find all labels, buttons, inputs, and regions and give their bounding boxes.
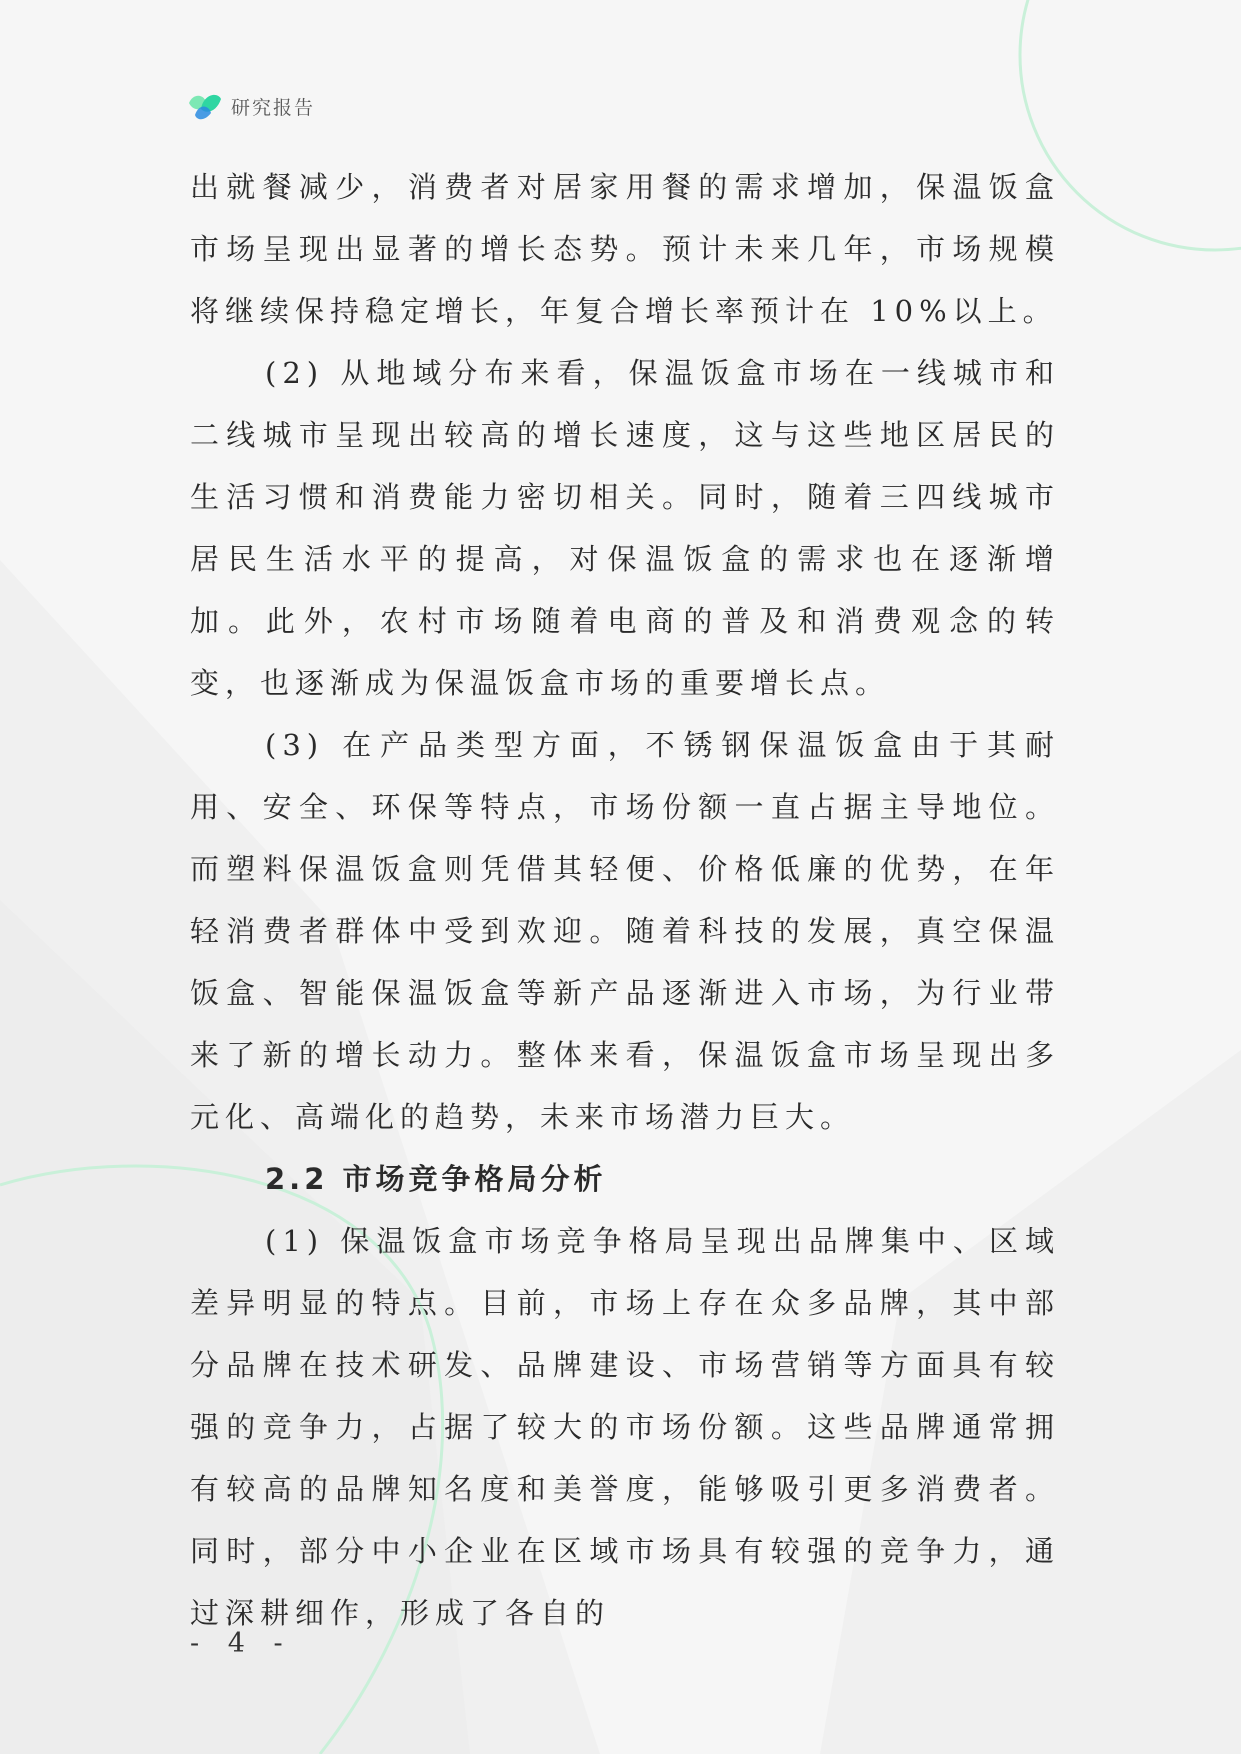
report-label: 研究报告: [231, 96, 316, 119]
document-body: [190, 156, 1060, 1644]
page-number: - 4 -: [190, 1628, 293, 1659]
paragraph-competition: (1) 保温饭盒市场竞争格局呈现出品牌集中、区域差异明显的特点。目前，市场上存在众多品牌，其中部分品牌在技术研发、品牌建设、市场营销等方面具有较强的竞争力，占据了较大的市场份额。这些品牌通常拥有较高的品牌知名度和美誉度，能够吸引更多消费者。同时，部分中小企业在区域市场具有较强的竞争力，通过深耕细作，形成了各自的: [190, 1224, 1060, 1630]
paragraph-continuation: 出就餐减少，消费者对居家用餐的需求增加，保温饭盒市场呈现出显著的增长态势。预计未来几年，市场规模将继续保持稳定增长，年复合增长率预计在 10%以上。: [190, 170, 1060, 328]
section-heading: 2.2 市场竞争格局分析: [265, 1162, 607, 1196]
page-header: [187, 88, 315, 124]
leaf-logo-icon: [187, 89, 223, 123]
paragraph-regional-distribution: (2) 从地域分布来看，保温饭盒市场在一线城市和二线城市呈现出较高的增长速度，这与这些地区居民的生活习惯和消费能力密切相关。同时，随着三四线城市居民生活水平的提高，对保温饭盒的需求也在逐渐增加。此外，农村市场随着电商的普及和消费观念的转变，也逐渐成为保温饭盒市场的重要增长点。: [190, 356, 1060, 700]
paragraph-product-types: (3) 在产品类型方面，不锈钢保温饭盒由于其耐用、安全、环保等特点，市场份额一直占据主导地位。而塑料保温饭盒则凭借其轻便、价格低廉的优势，在年轻消费者群体中受到欢迎。随着科技的发展，真空保温饭盒、智能保温饭盒等新产品逐渐进入市场，为行业带来了新的增长动力。整体来看，保温饭盒市场呈现出多元化、高端化的趋势，未来市场潜力巨大。: [190, 728, 1060, 1134]
